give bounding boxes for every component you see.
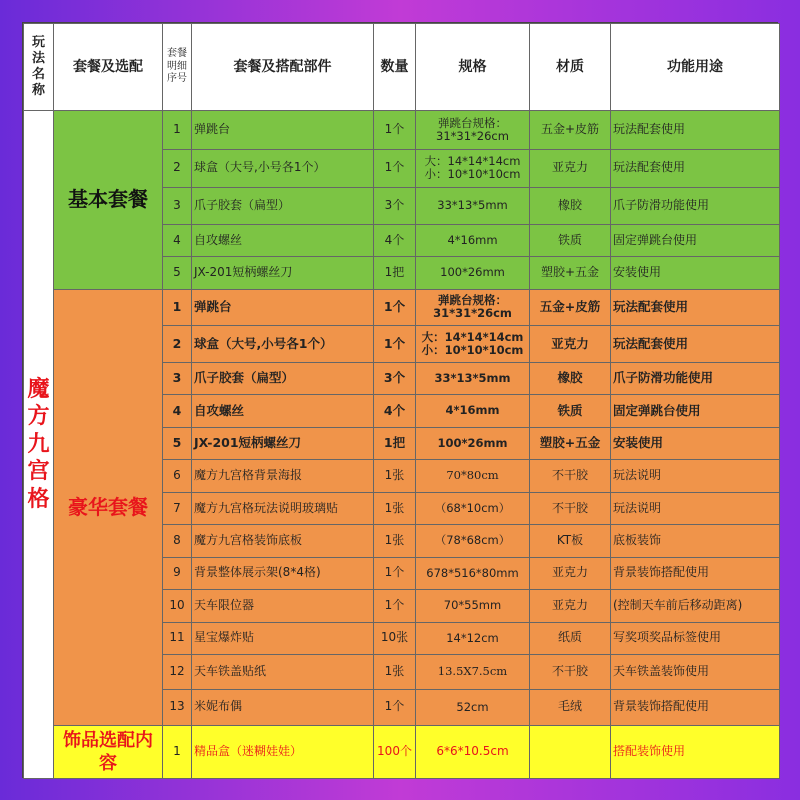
material-cell: 亚克力 bbox=[530, 149, 611, 188]
product-sheet bbox=[22, 22, 778, 778]
row-number: 1 bbox=[163, 726, 192, 779]
row-number: 2 bbox=[163, 149, 192, 188]
row-number: 1 bbox=[163, 289, 192, 326]
row-number: 5 bbox=[163, 257, 192, 289]
spec-cell: （78*68cm） bbox=[416, 525, 530, 557]
spec-cell: 大：14*14*14cm 小：10*10*10cm bbox=[416, 326, 530, 363]
quantity-cell: 1个 bbox=[374, 149, 416, 188]
row-number: 9 bbox=[163, 557, 192, 589]
material-cell: 铁质 bbox=[530, 224, 611, 256]
material-cell: 塑胶+五金 bbox=[530, 427, 611, 459]
row-number: 6 bbox=[163, 460, 192, 492]
row-number: 2 bbox=[163, 326, 192, 363]
row-number: 13 bbox=[163, 689, 192, 726]
play-name-cell: 魔方九宫格 bbox=[24, 111, 54, 779]
usage-cell: 安装使用 bbox=[611, 257, 780, 289]
row-number: 3 bbox=[163, 362, 192, 394]
quantity-cell: 1个 bbox=[374, 689, 416, 726]
material-cell: 五金+皮筋 bbox=[530, 289, 611, 326]
spec-cell: 4*16mm bbox=[416, 395, 530, 427]
usage-cell: 写奖项奖品标签使用 bbox=[611, 622, 780, 654]
quantity-cell: 4个 bbox=[374, 395, 416, 427]
item-name: JX-201短柄螺丝刀 bbox=[192, 427, 374, 459]
material-cell: 亚克力 bbox=[530, 326, 611, 363]
usage-cell: 天车铁盖装饰使用 bbox=[611, 655, 780, 690]
material-cell: 橡胶 bbox=[530, 188, 611, 225]
usage-cell: 玩法说明 bbox=[611, 460, 780, 492]
group-luxury-label: 豪华套餐 bbox=[54, 289, 163, 726]
item-name: 爪子胶套（扁型） bbox=[192, 188, 374, 225]
item-name: 魔方九宫格装饰底板 bbox=[192, 525, 374, 557]
package-table bbox=[23, 23, 780, 779]
item-name: 弹跳台 bbox=[192, 111, 374, 150]
usage-cell: 搭配装饰使用 bbox=[611, 726, 780, 779]
spec-cell: 33*13*5mm bbox=[416, 188, 530, 225]
quantity-cell: 1个 bbox=[374, 590, 416, 622]
spec-cell: 弹跳台规格： 31*31*26cm bbox=[416, 289, 530, 326]
quantity-cell: 3个 bbox=[374, 362, 416, 394]
material-cell: 塑胶+五金 bbox=[530, 257, 611, 289]
item-name: 球盒（大号,小号各1个） bbox=[192, 326, 374, 363]
header-row bbox=[24, 24, 780, 111]
quantity-cell: 1把 bbox=[374, 427, 416, 459]
quantity-cell: 100个 bbox=[374, 726, 416, 779]
spec-cell: 100*26mm bbox=[416, 427, 530, 459]
item-name: 自攻螺丝 bbox=[192, 224, 374, 256]
usage-cell: 爪子防滑功能使用 bbox=[611, 188, 780, 225]
item-name: 弹跳台 bbox=[192, 289, 374, 326]
row-number: 5 bbox=[163, 427, 192, 459]
item-name: 背景整体展示架(8*4格) bbox=[192, 557, 374, 589]
header-quantity: 数量 bbox=[374, 24, 416, 111]
item-name: 球盒（大号,小号各1个） bbox=[192, 149, 374, 188]
material-cell: 不干胶 bbox=[530, 492, 611, 524]
table-row bbox=[24, 111, 780, 150]
usage-cell: 安装使用 bbox=[611, 427, 780, 459]
quantity-cell: 1张 bbox=[374, 655, 416, 690]
table-row bbox=[24, 289, 780, 326]
spec-cell: 52cm bbox=[416, 689, 530, 726]
item-name: 天车限位器 bbox=[192, 590, 374, 622]
usage-cell: 爪子防滑功能使用 bbox=[611, 362, 780, 394]
spec-cell: 70*55mm bbox=[416, 590, 530, 622]
quantity-cell: 1张 bbox=[374, 492, 416, 524]
item-name: 星宝爆炸贴 bbox=[192, 622, 374, 654]
quantity-cell: 4个 bbox=[374, 224, 416, 256]
spec-cell: 678*516*80mm bbox=[416, 557, 530, 589]
spec-cell: 大：14*14*14cm 小：10*10*10cm bbox=[416, 149, 530, 188]
spec-cell: 70*80cm bbox=[416, 460, 530, 492]
header-parts: 套餐及搭配部件 bbox=[192, 24, 374, 111]
item-name: 天车铁盖贴纸 bbox=[192, 655, 374, 690]
header-material: 材质 bbox=[530, 24, 611, 111]
usage-cell: 玩法配套使用 bbox=[611, 149, 780, 188]
header-package-option: 套餐及选配 bbox=[54, 24, 163, 111]
quantity-cell: 1个 bbox=[374, 326, 416, 363]
item-name: 米妮布偶 bbox=[192, 689, 374, 726]
material-cell: 不干胶 bbox=[530, 655, 611, 690]
spec-cell: 13.5X7.5cm bbox=[416, 655, 530, 690]
material-cell bbox=[530, 726, 611, 779]
quantity-cell: 3个 bbox=[374, 188, 416, 225]
spec-cell: （68*10cm） bbox=[416, 492, 530, 524]
usage-cell: 玩法配套使用 bbox=[611, 326, 780, 363]
quantity-cell: 1张 bbox=[374, 460, 416, 492]
row-number: 3 bbox=[163, 188, 192, 225]
material-cell: 五金+皮筋 bbox=[530, 111, 611, 150]
header-spec: 规格 bbox=[416, 24, 530, 111]
usage-cell: 玩法配套使用 bbox=[611, 111, 780, 150]
material-cell: 毛绒 bbox=[530, 689, 611, 726]
item-name: 爪子胶套（扁型） bbox=[192, 362, 374, 394]
group-basic-label: 基本套餐 bbox=[54, 111, 163, 290]
row-number: 7 bbox=[163, 492, 192, 524]
quantity-cell: 1个 bbox=[374, 111, 416, 150]
usage-cell: 固定弹跳台使用 bbox=[611, 224, 780, 256]
row-number: 8 bbox=[163, 525, 192, 557]
item-name: 自攻螺丝 bbox=[192, 395, 374, 427]
usage-cell: (控制天车前后移动距离) bbox=[611, 590, 780, 622]
header-play-name: 玩法名称 bbox=[24, 24, 54, 111]
usage-cell: 底板装饰 bbox=[611, 525, 780, 557]
material-cell: 亚克力 bbox=[530, 590, 611, 622]
row-number: 4 bbox=[163, 224, 192, 256]
quantity-cell: 1个 bbox=[374, 557, 416, 589]
usage-cell: 玩法配套使用 bbox=[611, 289, 780, 326]
material-cell: 纸质 bbox=[530, 622, 611, 654]
row-number: 11 bbox=[163, 622, 192, 654]
item-name: 魔方九宫格玩法说明玻璃贴 bbox=[192, 492, 374, 524]
item-name: 精品盒（迷糊娃娃） bbox=[192, 726, 374, 779]
usage-cell: 玩法说明 bbox=[611, 492, 780, 524]
quantity-cell: 1把 bbox=[374, 257, 416, 289]
usage-cell: 背景装饰搭配使用 bbox=[611, 557, 780, 589]
quantity-cell: 10张 bbox=[374, 622, 416, 654]
material-cell: 橡胶 bbox=[530, 362, 611, 394]
row-number: 4 bbox=[163, 395, 192, 427]
table-body bbox=[24, 111, 780, 779]
material-cell: 亚克力 bbox=[530, 557, 611, 589]
quantity-cell: 1个 bbox=[374, 289, 416, 326]
usage-cell: 背景装饰搭配使用 bbox=[611, 689, 780, 726]
row-number: 1 bbox=[163, 111, 192, 150]
spec-cell: 4*16mm bbox=[416, 224, 530, 256]
material-cell: 不干胶 bbox=[530, 460, 611, 492]
header-usage: 功能用途 bbox=[611, 24, 780, 111]
spec-cell: 33*13*5mm bbox=[416, 362, 530, 394]
spec-cell: 弹跳台规格： 31*31*26cm bbox=[416, 111, 530, 150]
material-cell: KT板 bbox=[530, 525, 611, 557]
quantity-cell: 1张 bbox=[374, 525, 416, 557]
table-row bbox=[24, 726, 780, 779]
row-number: 12 bbox=[163, 655, 192, 690]
spec-cell: 14*12cm bbox=[416, 622, 530, 654]
spec-cell: 6*6*10.5cm bbox=[416, 726, 530, 779]
row-number: 10 bbox=[163, 590, 192, 622]
item-name: 魔方九宫格背景海报 bbox=[192, 460, 374, 492]
group-accessory-label: 饰品选配内容 bbox=[54, 726, 163, 779]
spec-cell: 100*26mm bbox=[416, 257, 530, 289]
item-name: JX-201短柄螺丝刀 bbox=[192, 257, 374, 289]
header-detail-no: 套餐明细序号 bbox=[163, 24, 192, 111]
usage-cell: 固定弹跳台使用 bbox=[611, 395, 780, 427]
material-cell: 铁质 bbox=[530, 395, 611, 427]
